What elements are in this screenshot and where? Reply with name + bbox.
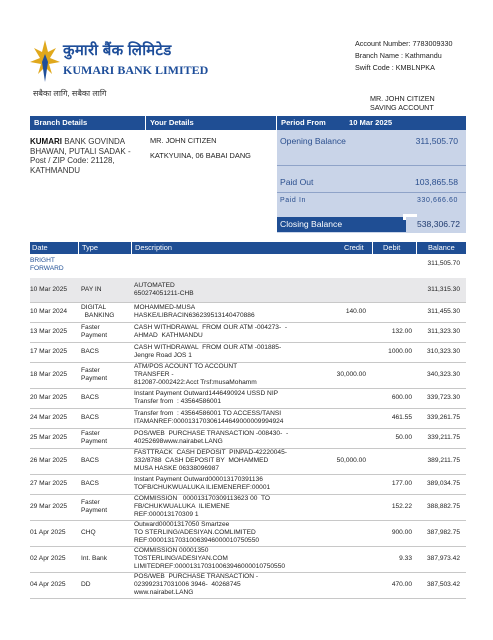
cell-type: BACS [81, 457, 99, 464]
cell-balance: 387,973.42 [426, 555, 460, 562]
your-details-text [150, 133, 251, 163]
branch-name: Kathmandu [404, 51, 442, 60]
cell-date: 04 Apr 2025 [30, 581, 66, 588]
cell-type: BACS [81, 394, 99, 401]
cell-type: Faster Payment [81, 499, 108, 514]
cell-desc: Outward00001317050 Smartzee TO STERLING/ADESIYAN.COMLIMITED REF:000013170310063946000010750550 [134, 521, 260, 544]
closing-balance-row [277, 217, 466, 232]
account-holder [370, 94, 435, 112]
cell-date: 24 Mar 2025 [30, 414, 68, 421]
table-row [30, 448, 466, 475]
col-description: Description [135, 243, 172, 252]
cell-date: 10 Mar 2024 [30, 308, 68, 315]
bank-name-english: KUMARI BANK LIMITED [63, 63, 209, 77]
table-row [30, 520, 466, 547]
your-details-header: Your Details [146, 116, 276, 130]
paid-out-value: 103,865.58 [414, 177, 458, 187]
cell-type: Faster Payment [81, 324, 108, 339]
paid-out-label: Paid Out [280, 177, 314, 187]
cell-type: BACS [81, 414, 99, 421]
cell-debit: 132.00 [391, 328, 412, 335]
customer-name: MR. JOHN CITIZEN [150, 136, 217, 145]
cell-debit: 177.00 [391, 480, 412, 487]
cell-desc: CASH WITHDRAWAL FROM OUR ATM -001885- Jengre Road JOS 1 [134, 344, 282, 359]
table-row [30, 428, 466, 449]
account-number-label: Account Number: [355, 39, 411, 48]
cell-balance: 389,034.75 [426, 480, 460, 487]
cell-date: 02 Apr 2025 [30, 555, 66, 562]
cell-date: 26 Mar 2025 [30, 457, 68, 464]
cell-desc: POS/WEB PURCHASE TRANSACTION - 023992317031006 3946- 40268745 www.nairabet.LANG [134, 573, 259, 596]
closing-balance-value: 538,306.72 [416, 219, 460, 229]
cell-type: BACS [81, 480, 99, 487]
cell-balance: 311,323.30 [427, 328, 460, 335]
swift-code-label: Swift Code : [355, 63, 394, 72]
cell-credit: 50,000.00 [336, 457, 366, 464]
cell-type: Faster Payment [81, 367, 108, 382]
cell-desc: Instant Payment Outward000013170391136 TOFB/CHUKWUALUKA ILIEMENEREF:00001 [134, 476, 271, 491]
col-date: Date [32, 243, 48, 252]
cell-date: 29 Mar 2025 [30, 503, 68, 510]
account-number: 7783009330 [412, 39, 453, 48]
period-date: 10 Mar 2025 [349, 118, 393, 127]
cell-balance: 387,503.42 [426, 581, 460, 588]
bank-tagline: सबैका लागि, सबैका लागि [33, 89, 107, 98]
col-credit: Credit [344, 243, 364, 252]
customer-address: KATKYUINA, 06 BABAI DANG [150, 151, 251, 160]
table-row [30, 546, 466, 573]
cell-debit: 600.00 [391, 394, 412, 401]
cell-desc: Instant Payment Outward1446490924 USSD NIP Transfer from : 43564586001 [134, 390, 279, 405]
table-row [30, 362, 466, 389]
cell-credit: 140.00 [345, 308, 366, 315]
table-row [30, 302, 466, 323]
cell-debit: 461.55 [391, 414, 412, 421]
cell-balance: 339,723.30 [426, 394, 460, 401]
account-info [355, 38, 453, 74]
branch-details-header: Branch Details [30, 116, 145, 130]
cell-date: 10 Mar 2025 [30, 286, 68, 293]
table-row [30, 388, 466, 409]
cell-desc: MOHAMMED-MUSA HASKE/LIBRACIN636239513140470886 [134, 304, 255, 319]
cell-debit: 9.33 [399, 555, 412, 562]
bf-label: BRIGHT FORWARD [30, 257, 64, 272]
opening-balance-label: Opening Balance [280, 136, 346, 146]
cell-type: DD [81, 581, 91, 588]
cell-desc: POS/WEB PURCHASE TRANSACTION -008430- - 40252698www.nairabet.LANG [134, 430, 289, 445]
table-row [30, 278, 466, 303]
opening-balance-value: 311,505.70 [415, 136, 458, 146]
col-balance: Balance [428, 243, 455, 252]
cell-balance: 389,211.75 [427, 457, 460, 464]
cell-type: BACS [81, 348, 99, 355]
cell-balance: 311,315.30 [427, 286, 460, 293]
table-row [30, 572, 466, 599]
cell-type: PAY IN [81, 286, 102, 293]
cell-desc: AUTOMATED 650274051211-CHB [134, 282, 194, 297]
cell-date: 25 Mar 2025 [30, 434, 68, 441]
cell-date: 13 Mar 2025 [30, 328, 68, 335]
branch-name-label: Branch Name : [355, 51, 403, 60]
cell-type: CHQ [81, 529, 96, 536]
cell-date: 20 Mar 2025 [30, 394, 68, 401]
cell-credit: 30,000.00 [336, 371, 366, 378]
cell-desc: Transfer from : 43564586001 TO ACCESS/TANSI ITAMANREF:000013170306144649000009994924 [134, 410, 284, 425]
cell-balance: 340,323.30 [426, 371, 460, 378]
transactions-header [30, 242, 466, 254]
cell-type: DIGITAL BANKING [81, 304, 115, 319]
table-row [30, 342, 466, 363]
bank-logo [30, 36, 209, 116]
cell-desc: ATM/POS ACOUNT TO ACCOUNT TRANSFER - 812087-0002422:Acct Trsf:musaMohamm [134, 363, 257, 386]
kumari-bank-emblem-icon [30, 38, 60, 84]
cell-balance: 388,882.75 [426, 503, 460, 510]
cell-debit: 470.00 [391, 581, 412, 588]
cell-desc: COMMISSION 000013170309113623 00 TO FB/CHUKWUALUKA ILIEMENE REF:000013170309 1 [134, 495, 270, 518]
cell-desc: FASTTRACK CASH DEPOSIT PINPAD-42220045- 332/8788 CASH DEPOSIT BY MOHAMMED MUSA HASKE 06338096987 [134, 449, 287, 472]
period-header: Period From 10 Mar 2025 [277, 116, 466, 130]
branch-address: BANK GOVINDA BHAWAN, PUTALI SADAK - Post / ZIP Code: 21128, KATHMANDU [30, 137, 131, 175]
cell-date: 27 Mar 2025 [30, 480, 68, 487]
cell-date: 17 Mar 2025 [30, 348, 68, 355]
cell-debit: 900.00 [391, 529, 412, 536]
table-row [30, 494, 466, 521]
cell-date: 01 Apr 2025 [30, 529, 66, 536]
table-row [30, 408, 466, 429]
paid-in-label: Paid In [280, 197, 306, 204]
cell-balance: 339,211.75 [427, 434, 460, 441]
brought-forward-row [30, 254, 466, 279]
cell-debit: 50.00 [395, 434, 412, 441]
col-type: Type [82, 243, 99, 252]
closing-balance-label: Closing Balance [280, 219, 343, 229]
cell-debit: 152.22 [391, 503, 412, 510]
bank-name-nepali: कुमारी बैंक लिमिटेड [63, 42, 172, 59]
cell-type: Int. Bank [81, 555, 108, 562]
cell-date: 18 Mar 2025 [30, 371, 68, 378]
col-debit: Debit [383, 243, 401, 252]
swift-code: KMBLNPKA [395, 63, 435, 72]
cell-desc: COMMISSION 00001350 TOSTERLING/ADESIYAN.COM LIMITEDREF:000013170310063946000010750550 [134, 547, 286, 570]
branch-bank-name: KUMARI [30, 137, 62, 146]
cell-desc: CASH WITHDRAWAL FROM OUR ATM -004273- - AHMAD KATHMANDU [134, 324, 288, 339]
account-type: SAVING ACCOUNT [370, 103, 434, 112]
bf-balance: 311,505.70 [427, 260, 460, 267]
paid-in-value: 330,666.60 [416, 197, 458, 204]
cell-balance: 387,982.75 [426, 529, 460, 536]
cell-type: Faster Payment [81, 430, 108, 445]
holder-name: MR. JOHN CITIZEN [370, 94, 435, 103]
table-row [30, 474, 466, 495]
cell-balance: 310,323.30 [426, 348, 460, 355]
cell-balance: 311,455.30 [427, 308, 460, 315]
cell-debit: 1000.00 [388, 348, 412, 355]
table-row [30, 322, 466, 343]
branch-details-text [30, 137, 140, 175]
cell-balance: 339,261.75 [426, 414, 460, 421]
